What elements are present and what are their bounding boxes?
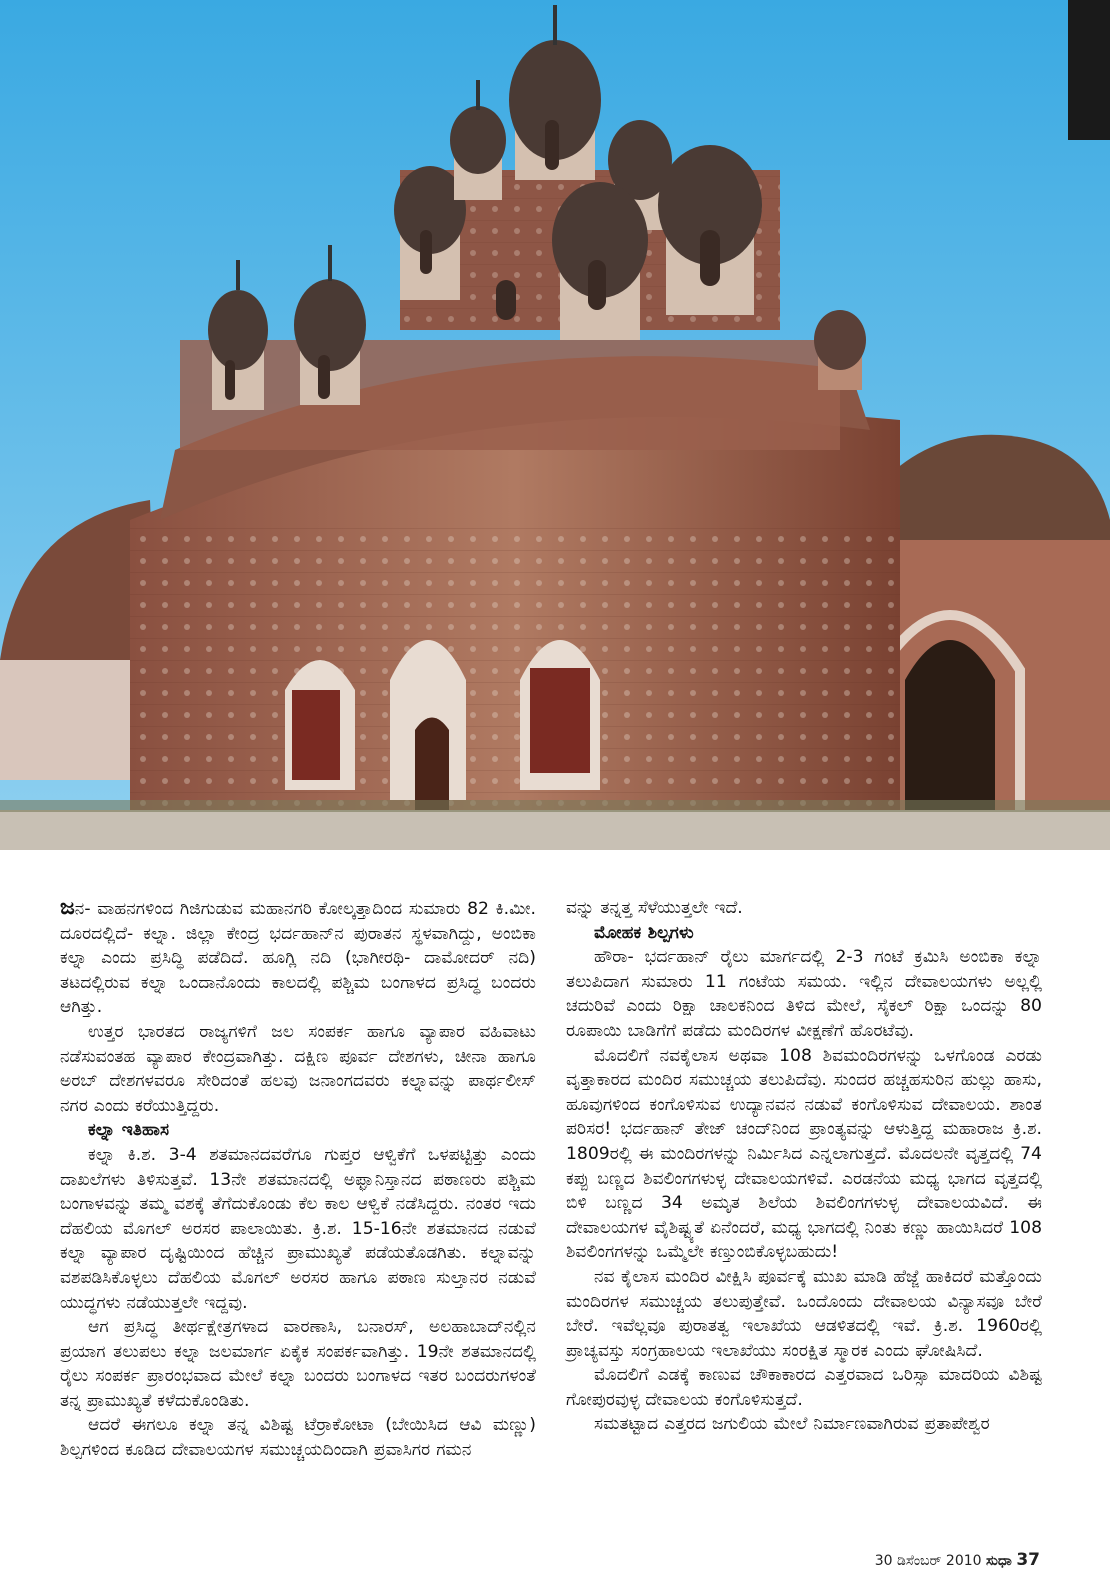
article-paragraph: ಆಗ ಪ್ರಸಿದ್ಧ ತೀರ್ಥಕ್ಷೇತ್ರಗಳಾದ ವಾರಣಾಸಿ, ಬನಾರಸ್, ಅಲಹಾಬಾದ್‌ನಲ್ಲಿನ ಪ್ರಯಾಗ ತಲುಪಲು ಕಲ್ನಾ ಜಲಮಾರ್ಗ ಏಕೈಕ ಸಂಪರ್ಕವಾಗಿತ್ತು. 19ನೇ ಶತಮಾನದಲ್ಲಿ ರೈಲು ಸಂಪರ್ಕ ಪ್ರಾರಂಭವಾದ ಮೇಲೆ ಕಲ್ನಾ ಬಂದರು ಬಂಗಾಳದ ಇತರ ಬಂದರುಗಳಂತೆ ತನ್ನ ಪ್ರಾಮುಖ್ಯತೆ ಕಳೆದುಕೊಂಡಿತು. — [60, 1317, 536, 1411]
magazine-name: ಸುಧಾ — [986, 1553, 1012, 1569]
drop-cap: ಜ — [60, 895, 75, 920]
article-paragraph: ಮೊದಲಿಗೆ ಎಡಕ್ಕೆ ಕಾಣುವ ಚೌಕಾಕಾರದ ಎತ್ತರವಾದ ಒರಿಸ್ಸಾ ಮಾದರಿಯ ವಿಶಿಷ್ಟ ಗೋಪುರವುಳ್ಳ ದೇವಾಲಯ ಕಂಗೊಳಿಸುತ್ತದೆ. — [566, 1365, 1042, 1410]
article-column-left — [60, 896, 536, 1463]
article-paragraph: ಮೊದಲಿಗೆ ನವಕೈಲಾಸ ಅಥವಾ 108 ಶಿವಮಂದಿರಗಳನ್ನು ಒಳಗೊಂಡ ಎರಡು ವೃತ್ತಾಕಾರದ ಮಂದಿರ ಸಮುಚ್ಚಯ ತಲುಪಿದೆವು. ಸುಂದರ ಹಚ್ಚಹಸುರಿನ ಹುಲ್ಲು ಹಾಸು, ಹೂವುಗಳಿಂದ ಕಂಗೊಳಿಸುವ ಉದ್ಯಾನವನ ನಡುವೆ ಕಂಗೊಳಿಸುವ ದೇವಾಲಯ. ಶಾಂತ ಪರಿಸರ! ಭರ್ದಹಾನ್ ತೇಜ್ ಚಂದ್‌ನಿಂದ ಪ್ರಾಂತ್ಯವನ್ನು ಆಳುತ್ತಿದ್ದ ಮಹಾರಾಜ ಕ್ರಿ.ಶ. 1809ರಲ್ಲಿ ಈ ಮಂದಿರಗಳನ್ನು ನಿರ್ಮಿಸಿದ ಎನ್ನಲಾಗುತ್ತದೆ. ಮೊದಲನೇ ವೃತ್ತದಲ್ಲಿ 74 ಕಪ್ಪು ಬಣ್ಣದ ಶಿವಲಿಂಗಗಳುಳ್ಳ ದೇವಾಲಯಗಳಿವೆ. ಎರಡನೆಯ ಮಧ್ಯ ಭಾಗದ ವೃತ್ತದಲ್ಲಿ ಬಿಳಿ ಬಣ್ಣದ 34 ಅಮೃತ ಶಿಲೆಯ ಶಿವಲಿಂಗಗಳುಳ್ಳ ದೇವಾಲಯವಿದೆ. ಈ ದೇವಾಲಯಗಳ ವೈಶಿಷ್ಟ್ಯತೆ ಏನೆಂದರೆ, ಮಧ್ಯ ಭಾಗದಲ್ಲಿ ನಿಂತು ಕಣ್ಣು ಹಾಯಿಸಿದರೆ 108 ಶಿವಲಿಂಗಗಳನ್ನು ಒಮ್ಮೆಲೇ ಕಣ್ತುಂಬಿಕೊಳ್ಳಬಹುದು! — [566, 1045, 1042, 1263]
page-footer — [875, 1550, 1040, 1570]
article-paragraph: ನವ ಕೈಲಾಸ ಮಂದಿರ ವೀಕ್ಷಿಸಿ ಪೂರ್ವಕ್ಕೆ ಮುಖ ಮಾಡಿ ಹೆಜ್ಜೆ ಹಾಕಿದರೆ ಮತ್ತೊಂದು ಮಂದಿರಗಳ ಸಮುಚ್ಚಯ ತಲುಪುತ್ತೇವೆ. ಒಂದೊಂದು ದೇವಾಲಯ ವಿನ್ಯಾಸವೂ ಬೇರೆ ಬೇರೆ. ಇವೆಲ್ಲವೂ ಪುರಾತತ್ವ ಇಲಾಖೆಯ ಆಡಳಿತದಲ್ಲಿ ಇವೆ. ಕ್ರಿ.ಶ. 1960ರಲ್ಲಿ ಪ್ರಾಚ್ಯವಸ್ತು ಸಂಗ್ರಹಾಲಯ ಇಲಾಖೆಯು ಸಂರಕ್ಷಿತ ಸ್ಮಾರಕ ಎಂದು ಘೋಷಿಸಿದೆ. — [566, 1266, 1042, 1361]
section-heading: ಕಲ್ನಾ ಇತಿಹಾಸ — [88, 1120, 170, 1141]
article-paragraph: ವನ್ನು ತನ್ನತ್ತ ಸೆಳೆಯುತ್ತಲೇ ಇದೆ. — [566, 898, 743, 918]
article-paragraph: ಸಮತಟ್ಟಾದ ಎತ್ತರದ ಜಗುಲಿಯ ಮೇಲೆ ನಿರ್ಮಾಣವಾಗಿರುವ ಪ್ರತಾಪೇಶ್ವರ — [594, 1414, 990, 1435]
article-paragraph: ಕಲ್ನಾ ಕಿ.ಶ. 3-4 ಶತಮಾನದವರೆಗೂ ಗುಪ್ತರ ಆಳ್ವಿಕೆಗೆ ಒಳಪಟ್ಟಿತ್ತು ಎಂದು ದಾಖಲೆಗಳು ತಿಳಿಸುತ್ತವೆ. 13ನೇ ಶತಮಾನದಲ್ಲಿ ಅಫ್ಘಾನಿಸ್ತಾನದ ಪಠಾಣರು ಪಶ್ಚಿಮ ಬಂಗಾಳವನ್ನು ತಮ್ಮ ವಶಕ್ಕೆ ತೆಗೆದುಕೊಂಡು ಕೆಲ ಕಾಲ ಆಳ್ವಿಕೆ ನಡೆಸಿದ್ದರು. ನಂತರ ಇದು ದೆಹಲಿಯ ಮೊಗಲ್ ಅರಸರ ಪಾಲಾಯಿತು. ಕ್ರಿ.ಶ. 15-16ನೇ ಶತಮಾನದ ನಡುವೆ ಕಲ್ನಾ ವ್ಯಾಪಾರ ದೃಷ್ಟಿಯಿಂದ ಹೆಚ್ಚಿನ ಪ್ರಾಮುಖ್ಯತೆ ಪಡೆಯತೊಡಗಿತು. ಕಲ್ನಾವನ್ನು ವಶಪಡಿಸಿಕೊಳ್ಳಲು ದೆಹಲಿಯ ಮೊಗಲ್ ಅರಸರ ಹಾಗೂ ಪಠಾಣ ಸುಲ್ತಾನರ ನಡುವೆ ಯುದ್ಧಗಳು ನಡೆಯುತ್ತಲೇ ಇದ್ದವು. — [60, 1144, 536, 1313]
article-paragraph — [60, 896, 536, 1020]
article-column-right — [566, 896, 1042, 1437]
page-number: 37 — [1016, 1550, 1040, 1570]
issue-date: 30 ಡಿಸೆಂಬರ್ 2010 — [874, 1553, 982, 1569]
article-paragraph: ಹೌರಾ- ಭರ್ದಹಾನ್ ರೈಲು ಮಾರ್ಗದಲ್ಲಿ 2-3 ಗಂಟೆ ಕ್ರಮಿಸಿ ಅಂಬಿಕಾ ಕಲ್ನಾ ತಲುಪಿದಾಗ ಸುಮಾರು 11 ಗಂಟೆಯ ಸಮಯ. ಇಲ್ಲಿನ ದೇವಾಲಯಗಳು ಅಲ್ಲಲ್ಲಿ ಚದುರಿವೆ ಎಂದು ರಿಕ್ಷಾ ಚಾಲಕನಿಂದ ತಿಳಿದ ಮೇಲೆ, ಸೈಕಲ್ ರಿಕ್ಷಾ ಒಂದನ್ನು 80 ರೂಪಾಯಿ ಬಾಡಿಗೆಗೆ ಪಡೆದು ಮಂದಿರಗಳ ವೀಕ್ಷಣೆಗೆ ಹೊರಟೆವು. — [566, 947, 1042, 1041]
paragraph-text: ನ- ವಾಹನಗಳಿಂದ ಗಿಜಿಗುಡುವ ಮಹಾನಗರಿ ಕೋಲ್ಕತ್ತಾದಿಂದ ಸುಮಾರು 82 ಕಿ.ಮೀ. ದೂರದಲ್ಲಿದೆ- ಕಲ್ನಾ. ಜಿಲ್ಲಾ ಕೇಂದ್ರ ಭರ್ದಹಾನ್‌ನ ಪುರಾತನ ಸ್ಥಳವಾಗಿದ್ದು, ಅಂಬಿಕಾ ಕಲ್ನಾ ಎಂದು ಪ್ರಸಿದ್ಧಿ ಪಡೆದಿದೆ. ಹೂಗ್ಲಿ ನದಿ (ಭಾಗೀರಥಿ- ದಾಮೋದರ್ ನದಿ) ತಟದಲ್ಲಿರುವ ಕಲ್ನಾ ಒಂದಾನೊಂದು ಕಾಲದಲ್ಲಿ ಪಶ್ಚಿಮ ಬಂಗಾಳದ ಪ್ರಸಿದ್ಧ ಬಂದರು ಆಗಿತ್ತು. — [60, 899, 536, 1018]
section-heading: ಮೋಹಕ ಶಿಲ್ಪಗಳು — [594, 922, 694, 943]
article-paragraph: ಉತ್ತರ ಭಾರತದ ರಾಜ್ಯಗಳಿಗೆ ಜಲ ಸಂಪರ್ಕ ಹಾಗೂ ವ್ಯಾಪಾರ ವಹಿವಾಟು ನಡೆಸುವಂತಹ ವ್ಯಾಪಾರ ಕೇಂದ್ರವಾಗಿತ್ತು. ದಕ್ಷಿಣ ಪೂರ್ವ ದೇಶಗಳು, ಚೀನಾ ಹಾಗೂ ಅರಬ್ ದೇಶಗಳವರೂ ಸೇರಿದಂತೆ ಹಲವು ಜನಾಂಗದವರು ಕಲ್ನಾವನ್ನು ಪಾರ್ಥಲೀಸ್ ನಗರ ಎಂದು ಕರೆಯುತ್ತಿದ್ದರು. — [60, 1021, 536, 1116]
article-paragraph: ಆದರೆ ಈಗಲೂ ಕಲ್ನಾ ತನ್ನ ವಿಶಿಷ್ಟ ಟೆರ್ರಾಕೋಟಾ (ಬೇಯಿಸಿದ ಆವಿ ಮಣ್ಣು) ಶಿಲ್ಪಗಳಿಂದ ಕೂಡಿದ ದೇವಾಲಯಗಳ ಸಮುಚ್ಚಯದಿಂದಾಗಿ ಪ್ರವಾಸಿಗರ ಗಮನ — [60, 1415, 536, 1461]
